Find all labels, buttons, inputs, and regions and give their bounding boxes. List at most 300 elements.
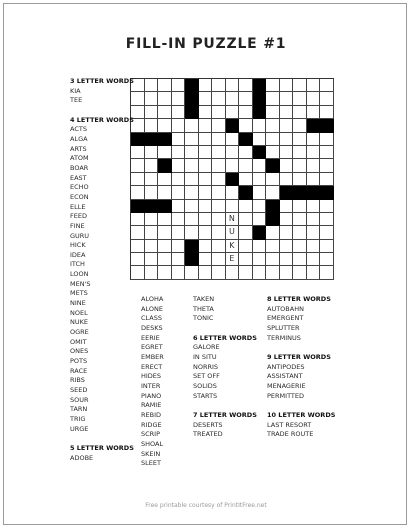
- grid-cell[interactable]: [307, 213, 321, 226]
- grid-cell[interactable]: [172, 200, 186, 213]
- grid-block: [226, 173, 240, 186]
- grid-cell[interactable]: [253, 133, 267, 146]
- footer-credit: Free printable courtesy of PrintItFree.net: [145, 502, 267, 509]
- grid-block: [266, 200, 280, 213]
- word-entry: IN SITU: [193, 352, 217, 361]
- word-entry: TREATED: [193, 430, 223, 439]
- grid-cell[interactable]: [158, 253, 172, 266]
- word-group-heading: 4 LETTER WORDS: [70, 115, 134, 124]
- grid-cell[interactable]: [293, 266, 307, 279]
- grid-cell[interactable]: [266, 226, 280, 239]
- grid-cell[interactable]: [239, 200, 253, 213]
- grid-cell[interactable]: [266, 133, 280, 146]
- grid-cell[interactable]: [199, 159, 213, 172]
- grid-cell[interactable]: [307, 253, 321, 266]
- grid-cell[interactable]: [239, 266, 253, 279]
- word-entry: SET OFF: [193, 372, 220, 381]
- word-entry: SOUR: [70, 395, 89, 404]
- word-entry: ALGA: [70, 134, 88, 143]
- grid-cell[interactable]: [266, 146, 280, 159]
- grid-cell[interactable]: [199, 186, 213, 199]
- grid-block: [185, 253, 199, 266]
- grid-block: [145, 133, 159, 146]
- word-group-heading: 6 LETTER WORDS: [193, 333, 257, 342]
- grid-cell[interactable]: [212, 92, 226, 105]
- grid-cell[interactable]: [280, 146, 294, 159]
- grid-cell[interactable]: [158, 79, 172, 92]
- grid-block: [158, 200, 172, 213]
- grid-cell[interactable]: [158, 213, 172, 226]
- word-entry: RAMIE: [141, 401, 162, 410]
- word-entry: TRIG: [70, 414, 86, 423]
- grid-cell[interactable]: [293, 119, 307, 132]
- grid-cell[interactable]: [280, 213, 294, 226]
- word-entry: DESERTS: [193, 420, 223, 429]
- word-entry: SCRIP: [141, 430, 161, 439]
- grid-cell[interactable]: [253, 240, 267, 253]
- grid-block: [226, 119, 240, 132]
- grid-cell[interactable]: [253, 159, 267, 172]
- grid-cell[interactable]: [320, 213, 334, 226]
- grid-block: [320, 119, 334, 132]
- grid-cell[interactable]: [266, 92, 280, 105]
- grid-cell[interactable]: [226, 106, 240, 119]
- grid-cell[interactable]: [226, 159, 240, 172]
- grid-block: [158, 159, 172, 172]
- grid-cell[interactable]: [158, 266, 172, 279]
- crossword-grid: [130, 78, 334, 280]
- word-entry: ANTIPODES: [267, 362, 305, 371]
- word-entry: FINE: [70, 221, 85, 230]
- grid-cell[interactable]: [253, 213, 267, 226]
- word-entry: URGE: [70, 424, 89, 433]
- puzzle-title: FILL-IN PUZZLE #1: [125, 36, 287, 52]
- section-gap: [267, 401, 335, 411]
- grid-cell[interactable]: [199, 213, 213, 226]
- grid-cell[interactable]: [307, 240, 321, 253]
- grid-cell[interactable]: [307, 266, 321, 279]
- grid-cell[interactable]: [158, 186, 172, 199]
- grid-cell[interactable]: [199, 106, 213, 119]
- word-entry: EMBER: [141, 352, 164, 361]
- word-entry: ONES: [70, 347, 89, 356]
- grid-cell[interactable]: [280, 173, 294, 186]
- word-group-heading: 10 LETTER WORDS: [267, 410, 336, 419]
- grid-cell[interactable]: [172, 119, 186, 132]
- grid-cell[interactable]: [212, 226, 226, 239]
- word-entry: PIANO: [141, 391, 162, 400]
- word-entry: TEE: [70, 96, 83, 105]
- grid-cell[interactable]: [239, 106, 253, 119]
- word-entry: OMIT: [70, 337, 87, 346]
- grid-cell[interactable]: [293, 92, 307, 105]
- grid-cell[interactable]: [145, 79, 159, 92]
- grid-cell[interactable]: [293, 240, 307, 253]
- grid-cell[interactable]: [307, 79, 321, 92]
- grid-cell[interactable]: [320, 92, 334, 105]
- grid-cell[interactable]: [185, 133, 199, 146]
- word-entry: ERECT: [141, 362, 163, 371]
- grid-cell[interactable]: [320, 146, 334, 159]
- grid-cell[interactable]: [185, 200, 199, 213]
- grid-cell[interactable]: [320, 79, 334, 92]
- grid-cell[interactable]: [320, 200, 334, 213]
- word-entry: OGRE: [70, 328, 89, 337]
- grid-block: [239, 186, 253, 199]
- grid-cell[interactable]: [212, 146, 226, 159]
- grid-cell[interactable]: [280, 79, 294, 92]
- grid-cell[interactable]: [158, 106, 172, 119]
- grid-cell[interactable]: [266, 186, 280, 199]
- grid-cell[interactable]: [266, 266, 280, 279]
- grid-cell[interactable]: [199, 119, 213, 132]
- grid-cell[interactable]: [158, 92, 172, 105]
- grid-cell[interactable]: [185, 173, 199, 186]
- word-entry: TERMINUS: [267, 333, 301, 342]
- grid-block: [185, 79, 199, 92]
- grid-cell[interactable]: [145, 92, 159, 105]
- word-group-heading: 5 LETTER WORDS: [70, 443, 134, 452]
- word-entry: EMERGENT: [267, 314, 304, 323]
- word-entry: LAST RESORT: [267, 420, 312, 429]
- grid-cell[interactable]: [145, 106, 159, 119]
- grid-cell[interactable]: N: [226, 213, 240, 226]
- word-entry: POTS: [70, 357, 88, 366]
- grid-cell[interactable]: [226, 92, 240, 105]
- grid-cell[interactable]: [320, 240, 334, 253]
- grid-cell[interactable]: [307, 146, 321, 159]
- grid-cell[interactable]: [280, 119, 294, 132]
- grid-cell[interactable]: [253, 266, 267, 279]
- grid-cell[interactable]: [293, 146, 307, 159]
- word-entry: TAKEN: [193, 295, 215, 303]
- grid-block: [145, 200, 159, 213]
- word-entry: LOON: [70, 270, 89, 279]
- grid-cell[interactable]: [172, 106, 186, 119]
- grid-cell[interactable]: [226, 266, 240, 279]
- word-entry: SKEIN: [141, 449, 161, 458]
- grid-cell[interactable]: [212, 266, 226, 279]
- grid-cell[interactable]: [172, 186, 186, 199]
- grid-cell[interactable]: [158, 146, 172, 159]
- grid-cell[interactable]: [185, 226, 199, 239]
- grid-cell[interactable]: [293, 253, 307, 266]
- grid-block: [307, 186, 321, 199]
- grid-cell[interactable]: [145, 159, 159, 172]
- grid-cell[interactable]: [172, 146, 186, 159]
- grid-cell[interactable]: [320, 253, 334, 266]
- word-entry: STARTS: [193, 391, 218, 400]
- grid-cell[interactable]: [266, 253, 280, 266]
- section-gap: [70, 434, 134, 444]
- grid-cell[interactable]: [145, 119, 159, 132]
- section-gap: [193, 401, 257, 411]
- grid-cell[interactable]: [212, 173, 226, 186]
- word-list-column-3: [193, 295, 257, 440]
- grid-cell[interactable]: [239, 226, 253, 239]
- grid-cell[interactable]: [320, 159, 334, 172]
- grid-cell[interactable]: [212, 213, 226, 226]
- grid-cell[interactable]: [145, 173, 159, 186]
- grid-cell[interactable]: [199, 133, 213, 146]
- grid-cell[interactable]: [199, 253, 213, 266]
- grid-cell[interactable]: [266, 119, 280, 132]
- grid-cell[interactable]: [320, 133, 334, 146]
- grid-block: [293, 186, 307, 199]
- grid-cell[interactable]: [172, 173, 186, 186]
- grid-cell[interactable]: [253, 200, 267, 213]
- grid-cell[interactable]: [212, 133, 226, 146]
- grid-cell[interactable]: [185, 146, 199, 159]
- grid-cell[interactable]: [320, 173, 334, 186]
- grid-cell[interactable]: [280, 266, 294, 279]
- word-group-heading: 3 LETTER WORDS: [70, 77, 134, 85]
- grid-block: [266, 159, 280, 172]
- grid-cell[interactable]: [212, 253, 226, 266]
- grid-cell[interactable]: [226, 200, 240, 213]
- grid-cell[interactable]: [172, 226, 186, 239]
- grid-cell[interactable]: [145, 253, 159, 266]
- word-entry: SHOAL: [141, 439, 164, 448]
- section-gap: [70, 106, 134, 116]
- grid-cell[interactable]: K: [226, 240, 240, 253]
- word-entry: SEED: [70, 386, 88, 394]
- grid-cell[interactable]: [199, 79, 213, 92]
- grid-cell[interactable]: [212, 106, 226, 119]
- grid-cell[interactable]: [226, 146, 240, 159]
- grid-cell[interactable]: [199, 146, 213, 159]
- word-entry: NOEL: [70, 308, 88, 317]
- grid-block: [185, 240, 199, 253]
- grid-cell[interactable]: [145, 213, 159, 226]
- grid-cell[interactable]: [226, 186, 240, 199]
- grid-block: [185, 106, 199, 119]
- grid-block: [158, 133, 172, 146]
- word-entry: SLEET: [141, 459, 161, 468]
- grid-block: [266, 213, 280, 226]
- word-entry: REBID: [141, 410, 162, 419]
- grid-cell[interactable]: [212, 79, 226, 92]
- word-entry: IDEA: [70, 250, 86, 259]
- grid-block: [280, 186, 294, 199]
- grid-cell[interactable]: [239, 240, 253, 253]
- grid-cell[interactable]: [253, 253, 267, 266]
- grid-cell[interactable]: [239, 92, 253, 105]
- word-entry: HIDES: [141, 372, 162, 381]
- grid-cell[interactable]: [212, 186, 226, 199]
- grid-cell[interactable]: [172, 79, 186, 92]
- grid-cell[interactable]: [158, 173, 172, 186]
- grid-cell[interactable]: [239, 159, 253, 172]
- grid-cell[interactable]: [307, 200, 321, 213]
- grid-cell[interactable]: [172, 266, 186, 279]
- grid-cell[interactable]: [239, 173, 253, 186]
- grid-cell[interactable]: [280, 240, 294, 253]
- word-entry: RIBS: [70, 376, 85, 385]
- grid-cell[interactable]: [266, 240, 280, 253]
- grid-cell[interactable]: [280, 106, 294, 119]
- grid-cell[interactable]: [158, 226, 172, 239]
- grid-cell[interactable]: [239, 213, 253, 226]
- grid-cell[interactable]: [266, 173, 280, 186]
- grid-cell[interactable]: [307, 133, 321, 146]
- grid-cell[interactable]: [293, 213, 307, 226]
- grid-cell[interactable]: [199, 226, 213, 239]
- word-list-column-4: [267, 295, 335, 440]
- word-entry: MENAGERIE: [267, 381, 306, 390]
- word-entry: RACE: [70, 366, 88, 375]
- grid-cell[interactable]: [185, 119, 199, 132]
- grid-cell[interactable]: [293, 173, 307, 186]
- word-entry: HICK: [70, 241, 86, 250]
- grid-cell[interactable]: [199, 240, 213, 253]
- grid-block: [253, 106, 267, 119]
- word-list-column-1: [70, 77, 134, 463]
- grid-cell[interactable]: U: [226, 226, 240, 239]
- word-entry: NORRIS: [193, 362, 219, 371]
- section-gap: [193, 324, 257, 334]
- word-group-heading: 9 LETTER WORDS: [267, 352, 331, 361]
- word-entry: FEED: [70, 212, 87, 221]
- grid-cell[interactable]: [307, 106, 321, 119]
- grid-cell[interactable]: [226, 79, 240, 92]
- grid-cell[interactable]: [280, 200, 294, 213]
- grid-cell[interactable]: [172, 159, 186, 172]
- grid-cell[interactable]: [226, 133, 240, 146]
- grid-cell[interactable]: [212, 159, 226, 172]
- grid-cell[interactable]: [293, 200, 307, 213]
- grid-cell[interactable]: [158, 119, 172, 132]
- word-entry: PERMITTED: [267, 391, 305, 400]
- word-entry: ACTS: [70, 125, 87, 134]
- grid-cell[interactable]: [185, 159, 199, 172]
- grid-cell[interactable]: [280, 159, 294, 172]
- grid-block: [253, 226, 267, 239]
- grid-cell[interactable]: [145, 226, 159, 239]
- word-entry: GURU: [70, 231, 90, 240]
- grid-cell[interactable]: [199, 173, 213, 186]
- grid-cell[interactable]: [212, 200, 226, 213]
- grid-cell[interactable]: [172, 133, 186, 146]
- word-entry: MEN'S: [70, 279, 91, 288]
- grid-cell[interactable]: [320, 226, 334, 239]
- word-entry: TARN: [70, 405, 88, 414]
- grid-cell[interactable]: [253, 119, 267, 132]
- word-entry: DESKS: [141, 323, 163, 332]
- grid-cell[interactable]: [293, 226, 307, 239]
- grid-block: [320, 186, 334, 199]
- grid-cell[interactable]: [280, 226, 294, 239]
- word-entry: INTER: [141, 381, 161, 390]
- grid-cell[interactable]: [239, 119, 253, 132]
- grid-cell[interactable]: [239, 253, 253, 266]
- word-entry: NUKE: [70, 318, 88, 327]
- grid-block: [239, 133, 253, 146]
- grid-cell[interactable]: [158, 240, 172, 253]
- grid-cell[interactable]: [145, 266, 159, 279]
- grid-cell[interactable]: [320, 266, 334, 279]
- grid-cell[interactable]: [185, 266, 199, 279]
- grid-cell[interactable]: [212, 240, 226, 253]
- word-entry: KIA: [70, 86, 81, 95]
- word-entry: ALONE: [141, 304, 163, 313]
- grid-cell[interactable]: [199, 200, 213, 213]
- word-entry: EERIE: [141, 333, 160, 342]
- grid-cell[interactable]: [145, 186, 159, 199]
- word-entry: BOAR: [70, 163, 89, 172]
- grid-cell[interactable]: [293, 159, 307, 172]
- grid-cell[interactable]: [293, 133, 307, 146]
- grid-cell[interactable]: [280, 133, 294, 146]
- grid-cell[interactable]: [185, 213, 199, 226]
- grid-cell[interactable]: [266, 79, 280, 92]
- grid-cell[interactable]: [212, 119, 226, 132]
- grid-cell[interactable]: [239, 79, 253, 92]
- grid-cell[interactable]: [185, 186, 199, 199]
- word-entry: TRADE ROUTE: [267, 430, 314, 439]
- grid-cell[interactable]: [199, 266, 213, 279]
- word-entry: AUTOBAHN: [267, 304, 304, 313]
- grid-cell[interactable]: [199, 92, 213, 105]
- word-entry: ITCH: [70, 260, 85, 269]
- grid-cell[interactable]: [172, 213, 186, 226]
- grid-cell[interactable]: [280, 92, 294, 105]
- word-entry: THETA: [193, 304, 214, 313]
- grid-block: [307, 119, 321, 132]
- word-entry: ASSISTANT: [267, 372, 303, 381]
- grid-cell[interactable]: [253, 186, 267, 199]
- grid-cell[interactable]: [307, 173, 321, 186]
- grid-cell[interactable]: [293, 79, 307, 92]
- word-entry: TONIC: [193, 314, 214, 323]
- word-group-heading: 7 LETTER WORDS: [193, 410, 257, 419]
- section-gap: [267, 343, 335, 353]
- word-entry: CLASS: [141, 314, 163, 323]
- word-entry: EAST: [70, 173, 87, 182]
- grid-cell[interactable]: [280, 253, 294, 266]
- word-entry: ADOBE: [70, 453, 94, 462]
- grid-cell[interactable]: [307, 159, 321, 172]
- grid-cell[interactable]: [172, 253, 186, 266]
- grid-cell[interactable]: [253, 173, 267, 186]
- grid-cell[interactable]: [307, 226, 321, 239]
- grid-cell[interactable]: [145, 146, 159, 159]
- word-entry: SOLIDS: [193, 381, 217, 390]
- word-list-column-2: [141, 295, 164, 469]
- word-entry: NINE: [70, 299, 86, 308]
- word-entry: ARTS: [70, 144, 87, 153]
- grid-cell[interactable]: [266, 106, 280, 119]
- word-entry: ECON: [70, 192, 89, 201]
- grid-cell[interactable]: [145, 240, 159, 253]
- word-group-heading: 8 LETTER WORDS: [267, 295, 331, 303]
- grid-block: [185, 92, 199, 105]
- grid-block: [253, 146, 267, 159]
- grid-cell[interactable]: E: [226, 253, 240, 266]
- grid-cell[interactable]: [320, 106, 334, 119]
- grid-cell[interactable]: [239, 146, 253, 159]
- word-entry: RIDGE: [141, 420, 162, 429]
- word-entry: SPLUTTER: [267, 323, 300, 332]
- word-entry: ALOHA: [141, 295, 164, 303]
- word-entry: ECHO: [70, 183, 89, 192]
- grid-cell[interactable]: [293, 106, 307, 119]
- grid-cell[interactable]: [172, 240, 186, 253]
- word-entry: EGRET: [141, 343, 163, 352]
- grid-cell[interactable]: [172, 92, 186, 105]
- grid-cell[interactable]: [307, 92, 321, 105]
- word-entry: METS: [70, 289, 88, 298]
